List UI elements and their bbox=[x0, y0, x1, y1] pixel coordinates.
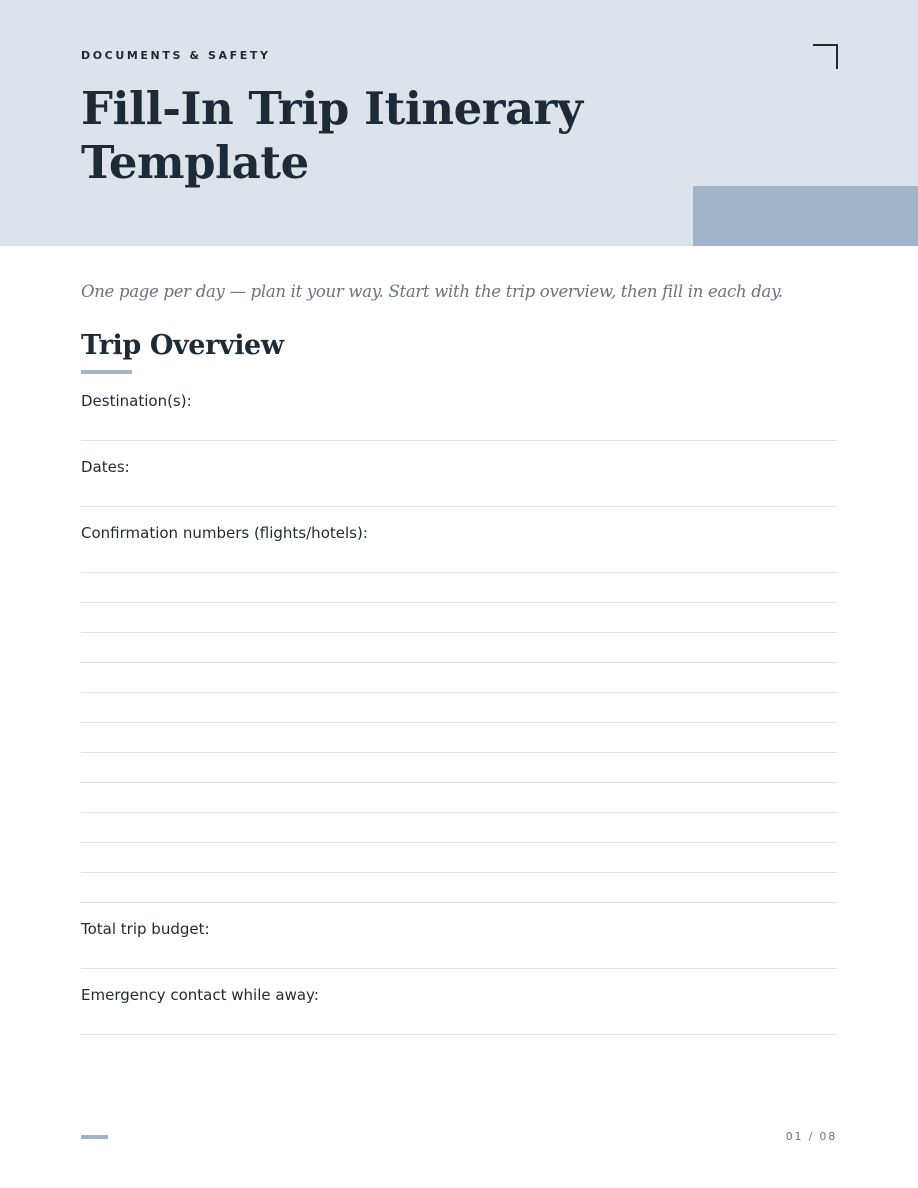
confirmation-write-line[interactable] bbox=[81, 782, 837, 783]
confirmation-write-line[interactable] bbox=[81, 602, 837, 603]
footer-accent-mark bbox=[81, 1135, 108, 1139]
emergency-contact-label: Emergency contact while away: bbox=[81, 986, 319, 1004]
page-number: 01 / 08 bbox=[785, 1130, 837, 1143]
confirmation-write-line[interactable] bbox=[81, 752, 837, 753]
emergency-contact-write-line[interactable] bbox=[81, 1034, 837, 1035]
dates-write-line[interactable] bbox=[81, 506, 837, 507]
destinations-label: Destination(s): bbox=[81, 392, 192, 410]
confirmation-write-line[interactable] bbox=[81, 632, 837, 633]
confirmation-write-line[interactable] bbox=[81, 842, 837, 843]
confirmation-write-line[interactable] bbox=[81, 722, 837, 723]
dates-label: Dates: bbox=[81, 458, 130, 476]
section-underline bbox=[81, 370, 132, 374]
destinations-write-line[interactable] bbox=[81, 440, 837, 441]
budget-write-line[interactable] bbox=[81, 968, 837, 969]
page-title: Fill-In Trip Itinerary Template bbox=[81, 82, 583, 189]
confirmation-label: Confirmation numbers (flights/hotels): bbox=[81, 524, 368, 542]
confirmation-write-line[interactable] bbox=[81, 692, 837, 693]
section-title-trip-overview: Trip Overview bbox=[81, 330, 284, 361]
budget-label: Total trip budget: bbox=[81, 920, 210, 938]
confirmation-write-line[interactable] bbox=[81, 872, 837, 873]
confirmation-write-line[interactable] bbox=[81, 662, 837, 663]
category-eyebrow: DOCUMENTS & SAFETY bbox=[81, 49, 271, 62]
confirmation-write-line[interactable] bbox=[81, 572, 837, 573]
corner-bracket-icon bbox=[813, 44, 838, 69]
intro-subtitle: One page per day — plan it your way. Start with the trip overview, then fill in each day. bbox=[81, 282, 783, 301]
header-accent-block bbox=[693, 186, 918, 246]
confirmation-write-line[interactable] bbox=[81, 902, 837, 903]
confirmation-write-line[interactable] bbox=[81, 812, 837, 813]
